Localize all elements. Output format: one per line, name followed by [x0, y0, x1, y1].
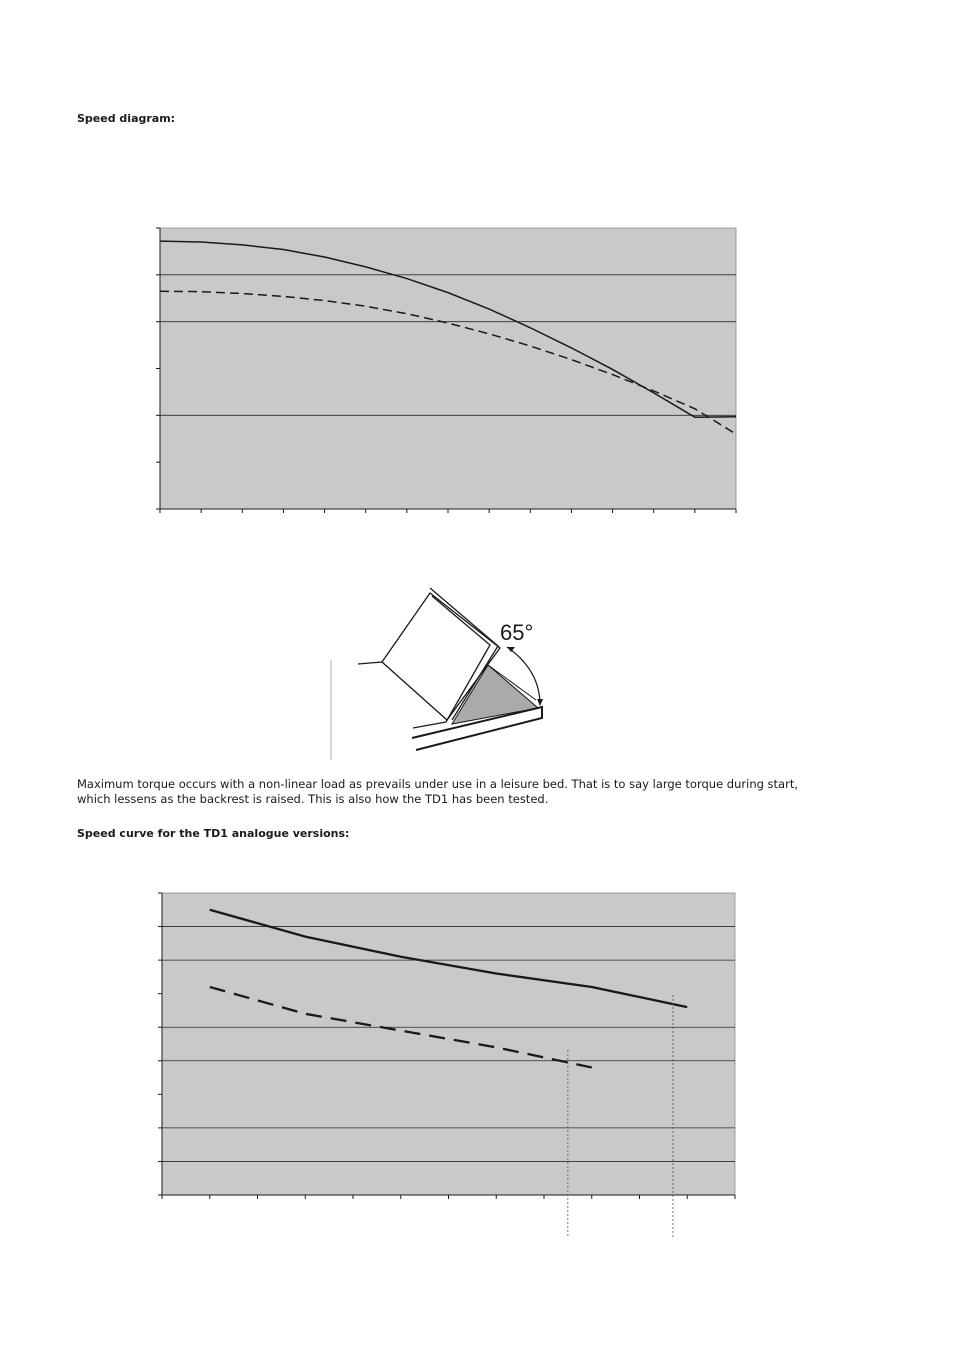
heading-speed-curve: Speed curve for the TD1 analogue versions:: [77, 827, 350, 840]
angle-label: 65°: [500, 620, 534, 645]
heading-speed-diagram: Speed diagram:: [77, 112, 176, 125]
torque-paragraph: Maximum torque occurs with a non-linear load as prevails under use in a leisure bed. That is to say large torque during start, which lessens as the backrest is raised. This is also how the TD1 has been tested.: [77, 777, 799, 806]
